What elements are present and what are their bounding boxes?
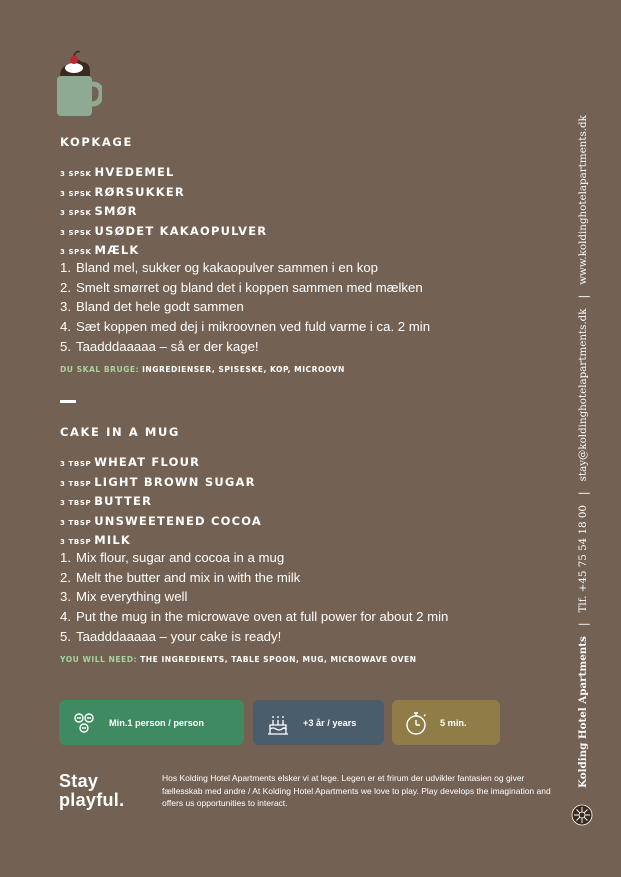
step-item: 5. Taadddaaaaa – så er der kage! <box>60 338 259 354</box>
ingredient-item: 3 TBSP LIGHT BROWN SUGAR <box>60 474 256 489</box>
danish-recipe-title: KOPKAGE <box>60 135 133 149</box>
cake-mug-icon <box>54 50 102 118</box>
website-link[interactable]: www.koldinghotelapartments.dk <box>577 115 589 285</box>
badge-label: 5 min. <box>440 717 467 728</box>
ingredient-item: 3 TBSP BUTTER <box>60 494 153 508</box>
ingredient-item: 3 SPSK MÆLK <box>60 243 140 257</box>
email-link[interactable]: stay@koldinghotelapartments.dk <box>577 308 589 482</box>
step-item: 2. Melt the butter and mix in with the milk <box>60 569 301 585</box>
english-ingredient-list <box>60 454 262 552</box>
people-icon <box>71 710 97 736</box>
hotel-logo-icon <box>571 804 593 826</box>
contact-strip: Kolding Hotel Apartments | Tlf. +45 75 54 18 00 | stay@koldinghotelapartments.dk | www.koldinghotelapartments.dk <box>576 115 590 788</box>
step-item: 4. Put the mug in the microwave oven at full power for about 2 min <box>60 609 449 625</box>
section-divider <box>60 400 76 403</box>
step-item: 3. Mix everything well <box>60 589 188 605</box>
ingredient-item: 3 SPSK HVEDEMEL <box>60 165 175 179</box>
badge-age <box>253 700 384 745</box>
ingredient-item: 3 TBSP WHEAT FLOUR <box>60 455 201 469</box>
badge-time <box>392 700 500 745</box>
danish-steps-list <box>60 258 430 357</box>
phone-number: Tlf. +45 75 54 18 00 <box>577 505 589 613</box>
danish-ingredient-list <box>60 164 267 262</box>
about-text: Hos Kolding Hotel Apartments elsker vi at lege. Legen er et frirum der udvikler fantasien og giver fællesskab med andre / At Kolding Hotel Apartments we love to play. Play develops the imagination and offers us opportunities to interact. <box>162 773 551 808</box>
english-you-need: YOU WILL NEED: THE INGREDIENTS, TABLE SPOON, MUG, MICROWAVE OVEN <box>60 655 417 664</box>
english-steps-list <box>60 548 448 647</box>
ingredient-item: 3 TBSP UNSWEETENED COCOA <box>60 513 262 528</box>
step-item: 5. Taadddaaaaa – your cake is ready! <box>60 628 282 644</box>
danish-you-need: DU SKAL BRUGE: INGREDIENSER, SPISESKE, KOP, MICROOVN <box>60 365 345 374</box>
ingredient-item: 3 SPSK SMØR <box>60 204 138 218</box>
slogan: Stay playful. <box>59 771 125 810</box>
stopwatch-icon <box>404 710 428 736</box>
ingredient-item: 3 TBSP MILK <box>60 533 131 547</box>
ingredient-item: 3 SPSK USØDET KAKAOPULVER <box>60 223 268 238</box>
brand-name: Kolding Hotel Apartments <box>577 636 589 788</box>
ingredient-item: 3 SPSK RØRSUKKER <box>60 184 185 199</box>
birthday-cake-icon <box>265 710 291 736</box>
step-item: 1. Bland mel, sukker og kakaopulver sammen i en kop <box>60 260 378 275</box>
step-item: 2. Smelt smørret og bland det i koppen sammen med mælken <box>60 279 423 295</box>
step-item: 4. Sæt koppen med dej i mikroovnen ved fuld varme i ca. 2 min <box>60 319 431 335</box>
step-item: 1. Mix flour, sugar and cocoa in a mug <box>60 550 285 565</box>
badge-label: +3 år / years <box>303 717 357 728</box>
step-item: 3. Bland det hele godt sammen <box>60 299 244 315</box>
english-recipe-title: CAKE IN A MUG <box>60 425 180 439</box>
badge-persons <box>59 700 244 745</box>
badge-label: Min.1 person / person <box>109 717 204 728</box>
